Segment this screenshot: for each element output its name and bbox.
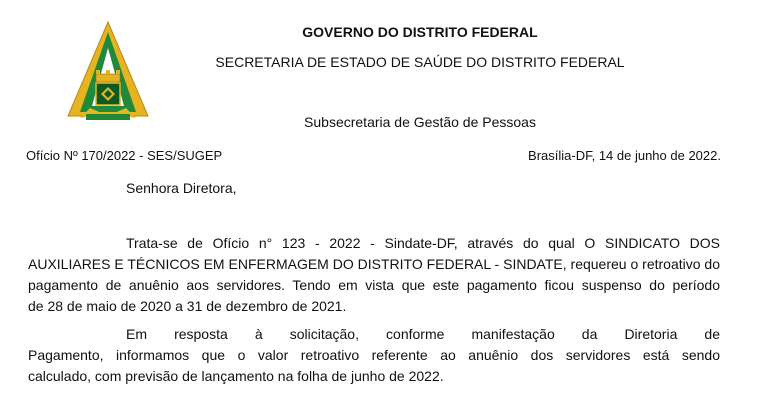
paragraph-line: Trata-se de Ofício n° 123 - 2022 - Sindate-DF, através do qual O SINDICATO DOS <box>126 235 720 251</box>
paragraph-1 <box>28 233 720 317</box>
paragraph-line: Em resposta à solicitação, conforme manifestação da Diretoria de <box>126 326 720 342</box>
paragraph-line: calculado, com previsão de lançamento na folha de junho de 2022. <box>28 368 444 384</box>
paragraph-line: de 28 de maio de 2020 a 31 de dezembro de 2021. <box>28 298 347 314</box>
subsecretariat-title: Subsecretaria de Gestão de Pessoas <box>304 114 536 130</box>
office-reference: Ofício Nº 170/2022 - SES/SUGEP <box>26 148 223 163</box>
government-title: GOVERNO DO DISTRITO FEDERAL <box>302 24 538 40</box>
place-date: Brasília-DF, 14 de junho de 2022. <box>528 148 721 163</box>
salutation: Senhora Diretora, <box>126 180 237 196</box>
secretariat-title: SECRETARIA DE ESTADO DE SAÚDE DO DISTRITO FEDERAL <box>215 54 625 70</box>
paragraph-line: Pagamento, informamos que o valor retroativo referente ao anuênio dos servidores está sendo <box>28 347 720 363</box>
paragraph-line: pagamento de anuênio aos servidores. Tendo em vista que este pagamento ficou suspenso do período <box>28 277 720 293</box>
paragraph-line: AUXILIARES E TÉCNICOS EM ENFERMAGEM DO DISTRITO FEDERAL - SINDATE, requereu o retroativo do <box>28 256 720 272</box>
paragraph-2 <box>28 324 720 387</box>
brasilia-crest-icon <box>60 18 156 128</box>
